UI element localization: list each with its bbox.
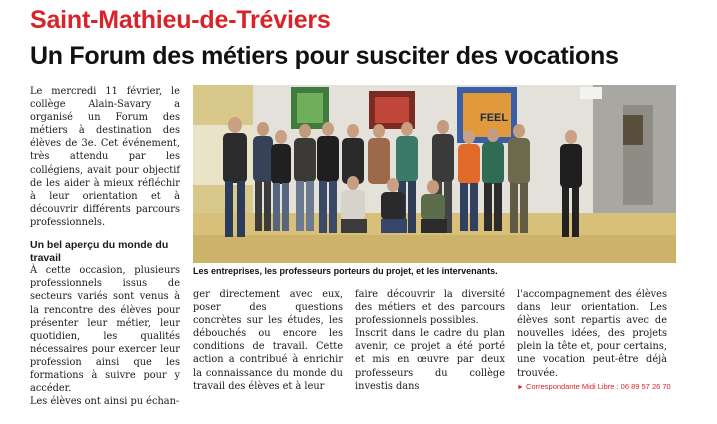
article-body-paragraph: À cette occasion, plusieurs professionnels issus de secteurs variés sont venus à la rencontre des élèves pour présenter leur métier, leur quotidien, les qualités nécessaires pour exercer leur profession ainsi que les formations à suivre pour y accéder. <box>30 265 180 395</box>
article-body-paragraph: Inscrit dans le cadre du plan avenir, ce projet a été porté et mis en œuvre par deux professeurs du collège investis dans <box>355 328 505 392</box>
article-subheading: Un bel aperçu du monde du travail <box>30 239 169 264</box>
article-intro: Le mercredi 11 février, le collège Alain-Savary a organisé un Forum des métiers à destination des élèves de 3e. Cet événement, très attendu par les collégiens, avait pour objectif de les aider à mieux réfléchir à leur orientation et à découvrir différents parcours professionnels. <box>30 86 180 228</box>
arrow-icon: ► <box>517 383 524 391</box>
correspondent-credit <box>517 380 671 394</box>
group-photo <box>193 85 676 263</box>
credit-text: Correspondante Midi Libre : 06 89 57 26 70 <box>526 381 671 391</box>
article-column-2 <box>193 288 343 393</box>
article-column-4 <box>517 288 671 394</box>
photo-caption: Les entreprises, les professeurs porteurs du projet, et les intervenants. <box>193 266 498 276</box>
poster-text: FEEL <box>480 112 509 124</box>
article-body-paragraph: l'accompagnement des élèves dans leur orientation. Les élèves sont repartis avec de nouvelles idées, des projets plein la tête et, pour certains, une vocation peut-être déjà trouvée. <box>517 289 667 379</box>
article-column-1 <box>30 85 180 408</box>
article-kicker: Saint-Mathieu-de-Tréviers <box>30 6 331 34</box>
article-column-3 <box>355 288 505 393</box>
article-headline: Un Forum des métiers pour susciter des vocations <box>30 42 619 70</box>
article-body-paragraph: faire découvrir la diversité des métiers et des parcours professionnels possibles. <box>355 289 505 327</box>
article-body-paragraph: Les élèves ont ainsi pu échan- <box>30 396 180 408</box>
article-body-paragraph: ger directement avec eux, poser des questions concrètes sur les études, les débouchés ou encore les conditions de travail. Cette action a contribué à enrichir la connaissance du monde du travail des élèves et à leur <box>193 289 343 392</box>
